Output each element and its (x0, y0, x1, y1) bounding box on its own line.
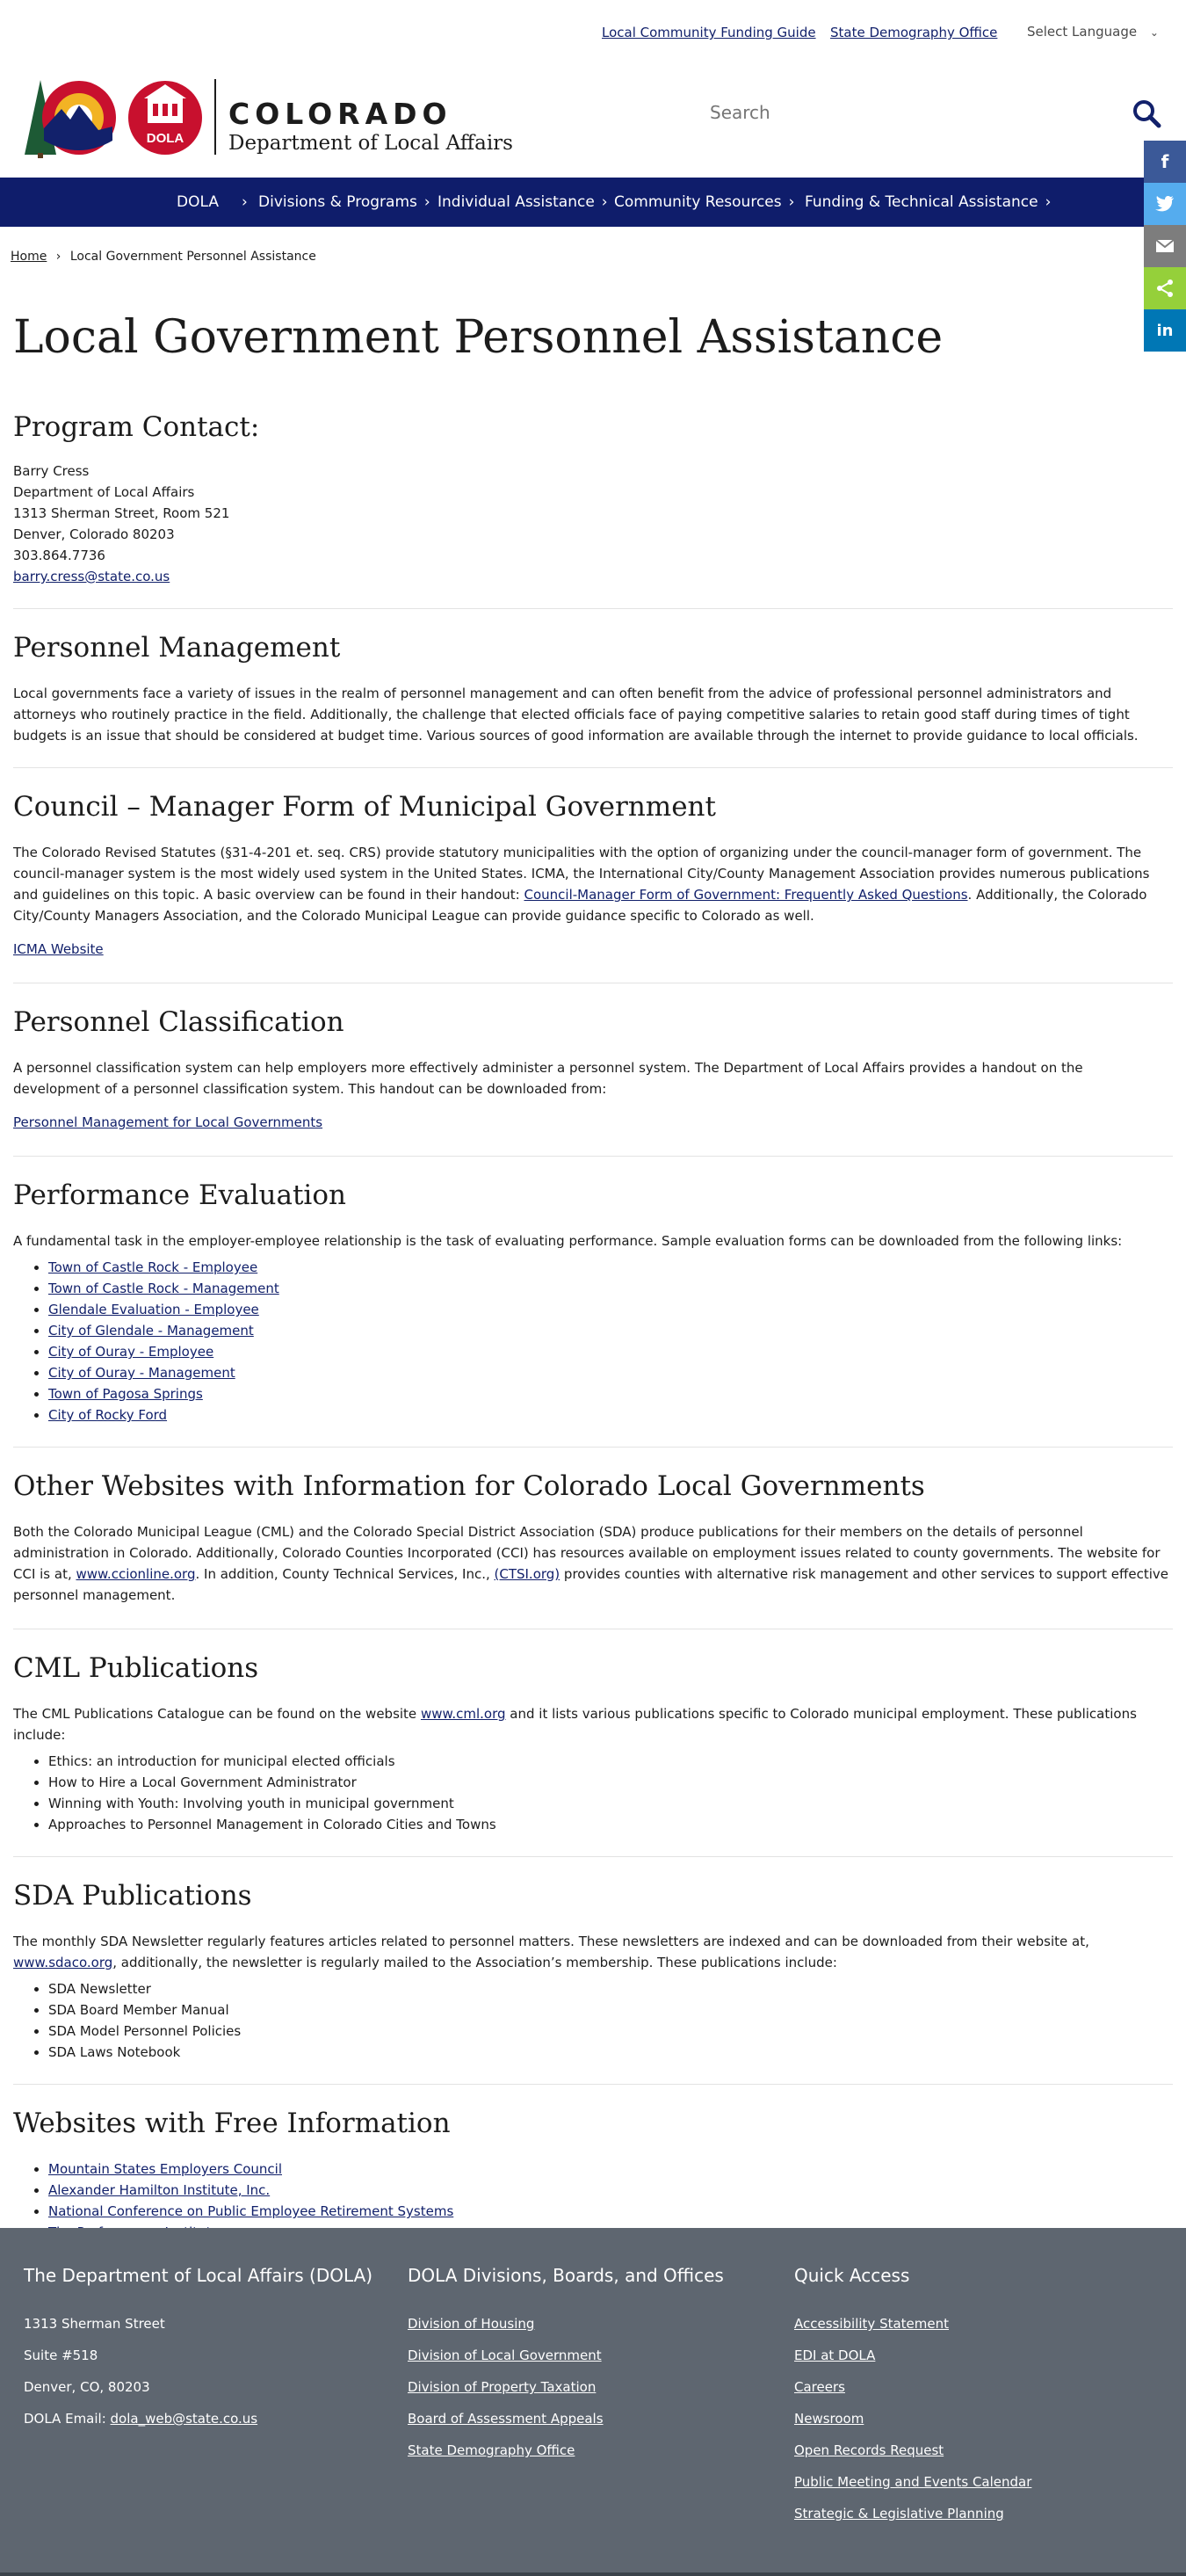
list-item (48, 1320, 1173, 1341)
other-websites-heading: Other Websites with Information for Colorado Local Governments (13, 1470, 925, 1502)
site-logo[interactable] (25, 76, 517, 160)
chevron-right-icon: › (1045, 193, 1052, 211)
main-navigation (0, 178, 1186, 227)
cci-link[interactable]: www.ccionline.org (76, 1566, 196, 1582)
footer-email-link[interactable]: dola_web@state.co.us (110, 2411, 258, 2427)
free-info-link[interactable]: National Conference on Public Employee Retirement Systems (48, 2203, 454, 2219)
site-footer (0, 2228, 1186, 2576)
free-information-heading: Websites with Free Information (13, 2108, 451, 2139)
footer-divisions-column (408, 2228, 724, 2474)
list-item (48, 1383, 1173, 1404)
site-header (0, 63, 1186, 178)
main-content (13, 308, 1173, 2243)
contact-street: 1313 Sherman Street, Room 521 (13, 505, 230, 521)
nav-item-community-resources[interactable]: Community Resources › (614, 193, 795, 211)
personnel-management-heading: Personnel Management (13, 632, 341, 664)
chevron-down-icon: ⌄ (1149, 26, 1159, 39)
brand-title: COLORADO (228, 97, 452, 131)
list-item (48, 1257, 1173, 1278)
footer-link[interactable]: Division of Property Taxation (408, 2379, 597, 2395)
icma-website-link[interactable]: ICMA Website (13, 941, 104, 957)
list-item (48, 1341, 1173, 1362)
performance-evaluation-text: A fundamental task in the employer-employee relationship is the task of evaluating performance. Sample evaluation forms can be downloaded from the following links: (13, 1233, 1123, 1249)
performance-evaluation-heading: Performance Evaluation (13, 1179, 346, 1211)
footer-link[interactable]: Open Records Request (794, 2442, 944, 2458)
chevron-right-icon: › (601, 193, 608, 211)
free-information-section (13, 2108, 1173, 2243)
linkedin-icon[interactable]: in (1144, 309, 1186, 352)
chevron-right-icon: › (241, 193, 248, 211)
footer-city: Denver, CO, 80203 (24, 2379, 150, 2395)
personnel-management-handout-link[interactable]: Personnel Management for Local Governments (13, 1114, 323, 1130)
footer-street: 1313 Sherman Street (24, 2316, 165, 2332)
other-websites-section (13, 1470, 1173, 1629)
list-item (48, 1299, 1173, 1320)
footer-link[interactable]: EDI at DOLA (794, 2347, 876, 2363)
nav-item-funding[interactable]: Funding & Technical Assistance › (805, 193, 1052, 211)
contact-name: Barry Cress (13, 463, 90, 479)
contact-email-link[interactable]: barry.cress@state.co.us (13, 569, 170, 584)
list-item: • SDA Board Member Manual (48, 1999, 1173, 2021)
personnel-management-text: Local governments face a variety of issues in the realm of personnel management and can often benefit from the advice of professional personnel administrators and attorneys who routinely practice in the field. Additionally, the challenge that elected officials face of paying competitive salaries to retain good staff during times of tight budgets is an issue that should be considered at budget time. Various sources of good information are available through the internet to provide guidance to local officials. (13, 686, 1139, 744)
footer-quick-access-heading: Quick Access (794, 2265, 910, 2286)
svg-text:DOLA: DOLA (146, 131, 184, 146)
contact-department: Department of Local Affairs (13, 484, 195, 500)
twitter-icon[interactable] (1144, 183, 1186, 225)
evaluation-link[interactable]: Town of Castle Rock - Management (48, 1281, 279, 1296)
council-faq-link[interactable]: Council-Manager Form of Government: Frequently Asked Questions (524, 887, 968, 903)
council-manager-text: The Colorado Revised Statutes (§31-4-201 et. seq. CRS) provide statutory municipalities with the option of organizing under the council-manager form of government. The council-manager system is the most widely used system in the United States. ICMA, the International City/County Management Association provides numerous publications and guidelines on this topic. A basic overview can be found in their handout: Council-Manager Form of Government: Frequently Asked Questions. Additionally, the Colorado City/County Managers Association, and the Colorado Municipal League can provide guidance specific to Colorado as well. (13, 845, 1150, 924)
cml-publications-list (48, 1751, 1173, 1835)
breadcrumb (11, 250, 316, 264)
list-item (48, 2180, 1173, 2201)
logo-divider (214, 79, 216, 155)
list-item (48, 1404, 1173, 1426)
chevron-right-icon: › (423, 193, 430, 211)
footer-contact-heading: The Department of Local Affairs (DOLA) (24, 2265, 373, 2286)
footer-quick-access-column (794, 2228, 1031, 2537)
sda-publications-heading: SDA Publications (13, 1880, 252, 1912)
facebook-icon[interactable]: f (1144, 141, 1186, 183)
footer-link[interactable]: Accessibility Statement (794, 2316, 950, 2332)
program-contact-heading: Program Contact: (13, 411, 260, 443)
cml-link[interactable]: www.cml.org (420, 1706, 506, 1722)
list-item: • Winning with Youth: Involving youth in municipal government (48, 1793, 1173, 1814)
evaluation-link[interactable]: City of Rocky Ford (48, 1407, 168, 1423)
program-contact-section (13, 411, 1173, 609)
sda-link[interactable]: www.sdaco.org (13, 1955, 113, 1970)
evaluation-link[interactable]: Town of Castle Rock - Employee (48, 1259, 258, 1275)
cml-publications-text: The CML Publications Catalogue can be found on the website www.cml.org and it lists various publications specific to Colorado municipal employment. These publications include: (13, 1706, 1137, 1743)
council-manager-heading: Council – Manager Form of Municipal Government (13, 791, 716, 823)
list-item: • SDA Newsletter (48, 1978, 1173, 1999)
performance-evaluation-section (13, 1179, 1173, 1448)
cml-publications-heading: CML Publications (13, 1652, 259, 1684)
footer-link[interactable]: Newsroom (794, 2411, 864, 2427)
footer-link[interactable]: State Demography Office (408, 2442, 575, 2458)
footer-bottom-strip (0, 2572, 1186, 2576)
ctsi-link[interactable]: (CTSI.org) (494, 1566, 560, 1582)
personnel-classification-heading: Personnel Classification (13, 1006, 344, 1038)
list-item (48, 2201, 1173, 2222)
breadcrumb-current: Local Government Personnel Assistance (69, 250, 316, 264)
list-item (48, 2159, 1173, 2180)
breadcrumb-home[interactable]: Home (11, 250, 47, 264)
utility-bar (0, 0, 1186, 63)
list-item (48, 1362, 1173, 1383)
list-item: • SDA Laws Notebook (48, 2042, 1173, 2063)
evaluation-links-list (48, 1257, 1173, 1426)
nav-item-individual-assistance[interactable]: Individual Assistance › (438, 193, 608, 211)
footer-suite: Suite #518 (24, 2347, 98, 2363)
department-name: Department of Local Affairs (228, 132, 513, 155)
sda-publications-text: The monthly SDA Newsletter regularly features articles related to personnel matters. These newsletters are indexed and can be downloaded from their website at, www.sdaco.org, additionally, the newsletter is regularly mailed to the Association’s membership. These publications include: (13, 1934, 1089, 1970)
sda-publications-section (13, 1880, 1173, 2085)
evaluation-link[interactable]: City of Ouray - Employee (48, 1344, 214, 1360)
footer-contact-column (24, 2228, 372, 2442)
council-manager-section (13, 791, 1173, 983)
list-item: • SDA Model Personnel Policies (48, 2021, 1173, 2042)
sharethis-icon[interactable] (1144, 267, 1186, 309)
personnel-classification-text: A personnel classification system can help employers more effectively administer a personnel system. The Department of Local Affairs provides a handout on the development of a personnel classification system. This handout can be downloaded from: (13, 1060, 1083, 1097)
page-title: Local Government Personnel Assistance (13, 311, 944, 364)
evaluation-link[interactable]: City of Ouray - Management (48, 1365, 235, 1381)
colorado-logo-icon (25, 76, 209, 160)
personnel-classification-section (13, 1006, 1173, 1157)
list-item (48, 1278, 1173, 1299)
other-websites-text: Both the Colorado Municipal League (CML) and the Colorado Special District Association (SDA) produce publications for their members on the details of personnel administration in Colorado. Additionally, Colorado Counties Incorporated (CCI) has resources available on employment issues related to county governments. The website for CCI is at, www.ccionline.org. In addition, County Technical Services, Inc., (CTSI.org) provides counties with alternative risk management and other services to support effective personnel management. (13, 1524, 1168, 1603)
email-share-icon[interactable] (1144, 225, 1186, 267)
footer-link[interactable]: Public Meeting and Events Calendar (794, 2474, 1032, 2490)
nav-item-divisions[interactable]: Divisions & Programs › (258, 193, 430, 211)
personnel-management-section (13, 632, 1173, 768)
footer-link[interactable]: Strategic & Legislative Planning (794, 2506, 1004, 2522)
list-item: • How to Hire a Local Government Administrator (48, 1772, 1173, 1793)
footer-link[interactable]: Board of Assessment Appeals (408, 2411, 604, 2427)
free-info-link[interactable]: Alexander Hamilton Institute, Inc. (48, 2182, 271, 2198)
language-select[interactable] (1027, 24, 1159, 40)
list-item: • Ethics: an introduction for municipal elected officials (48, 1751, 1173, 1772)
evaluation-link[interactable]: City of Glendale - Management (48, 1323, 254, 1339)
free-info-link[interactable]: Mountain States Employers Council (48, 2161, 282, 2177)
cml-publications-section (13, 1652, 1173, 1857)
contact-phone: 303.864.7736 (13, 548, 105, 563)
list-item: • Approaches to Personnel Management in Colorado Cities and Towns (48, 1814, 1173, 1835)
footer-divisions-heading: DOLA Divisions, Boards, and Offices (408, 2265, 724, 2286)
evaluation-link[interactable]: Town of Pagosa Springs (48, 1386, 203, 1402)
sda-publications-list (48, 1978, 1173, 2063)
footer-link[interactable]: Careers (794, 2379, 845, 2395)
breadcrumb-separator: › (55, 250, 61, 264)
funding-guide-link[interactable]: Local Community Funding Guide (602, 25, 816, 40)
footer-email-row: DOLA Email: dola_web@state.co.us (24, 2411, 258, 2427)
chevron-right-icon: › (788, 193, 795, 211)
search-input[interactable] (710, 95, 1105, 130)
demography-office-link[interactable]: State Demography Office (830, 25, 998, 40)
nav-item-dola[interactable]: DOLA › (177, 193, 248, 211)
footer-link[interactable]: Division of Local Government (408, 2347, 602, 2363)
search-icon[interactable] (1132, 98, 1161, 128)
footer-link[interactable]: Division of Housing (408, 2316, 535, 2332)
contact-city: Denver, Colorado 80203 (13, 526, 175, 542)
evaluation-link[interactable]: Glendale Evaluation - Employee (48, 1302, 259, 1317)
language-select-label: Select Language (1027, 24, 1138, 40)
